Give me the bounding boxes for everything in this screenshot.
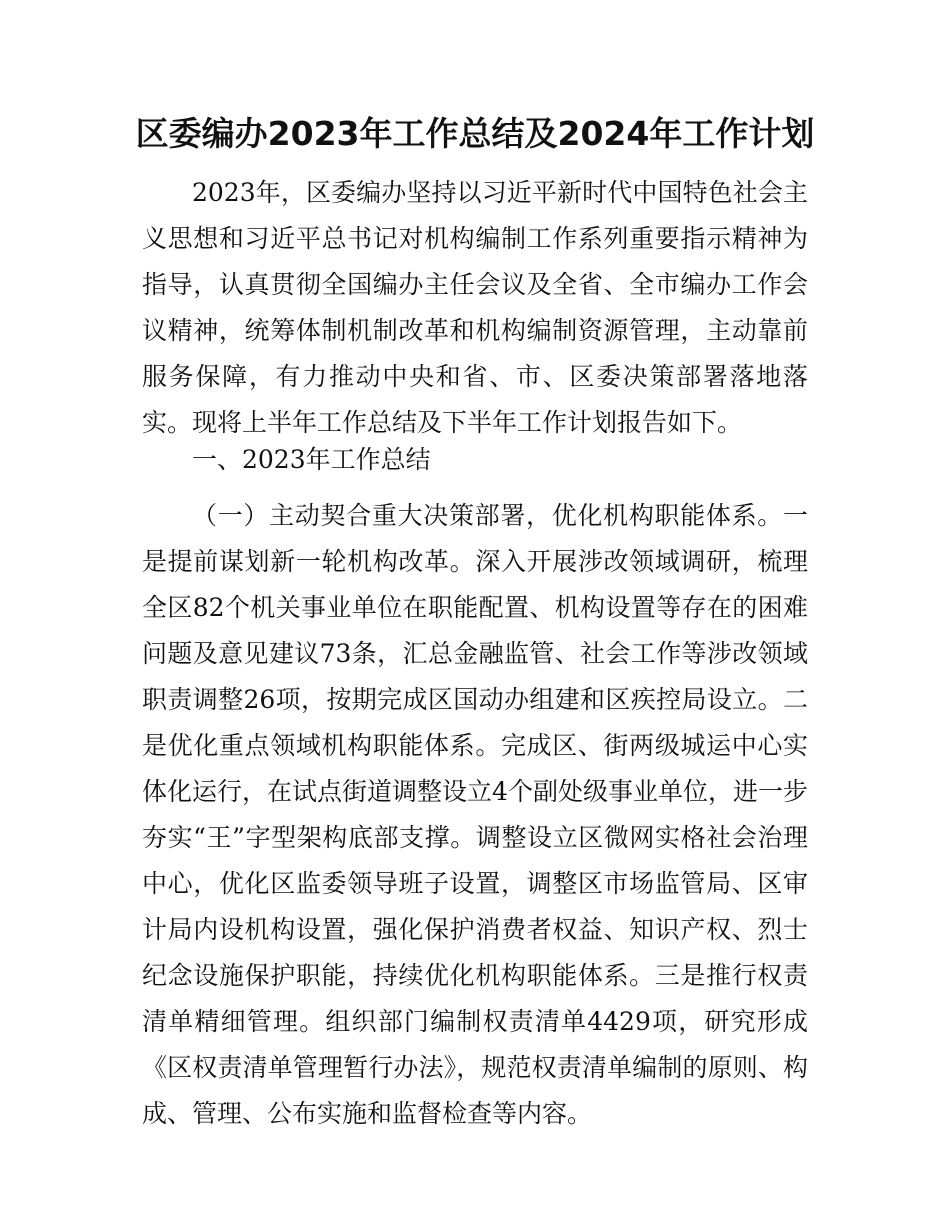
section-heading: 一、2023年工作总结 [192, 445, 431, 474]
body-paragraph: （一）主动契合重大决策部署，优化机构职能体系。一是提前谋划新一轮机构改革。深入开展涉改领域调研，梳理全区82个机关事业单位在职能配置、机构设置等存在的困难问题及意见建议73条，汇总金融监管、社会工作等涉改领域职责调整26项，按期完成区国动办组建和区疾控局设立。二是优化重点领域机构职能体系。完成区、街两级城运中心实体化运行，在试点街道调整设立4个副处级事业单位，进一步夯实“王”字型架构底部支撑。调整设立区微网实格社会治理中心，优化区监委领导班子设置，调整区市场监管局、区审计局内设机构设置，强化保护消费者权益、知识产权、烈士纪念设施保护职能，持续优化机构职能体系。三是推行权责清单精细管理。组织部门编制权责清单4429项，研究形成《区权责清单管理暂行办法》，规范权责清单编制的原则、构成、管理、公布实施和监督检查等内容。 [142, 501, 808, 1128]
document-title: 区委编办2023年工作总结及2024年工作计划 [135, 114, 815, 153]
intro-paragraph: 2023年，区委编办坚持以习近平新时代中国特色社会主义思想和习近平总书记对机构编制工作系列重要指示精神为指导，认真贯彻全国编办主任会议及全省、全市编办工作会议精神，统筹体制机制改革和机构编制资源管理，主动靠前服务保障，有力推动中央和省、市、区委决策部署落地落实。现将上半年工作总结及下半年工作计划报告如下。 [142, 178, 808, 437]
